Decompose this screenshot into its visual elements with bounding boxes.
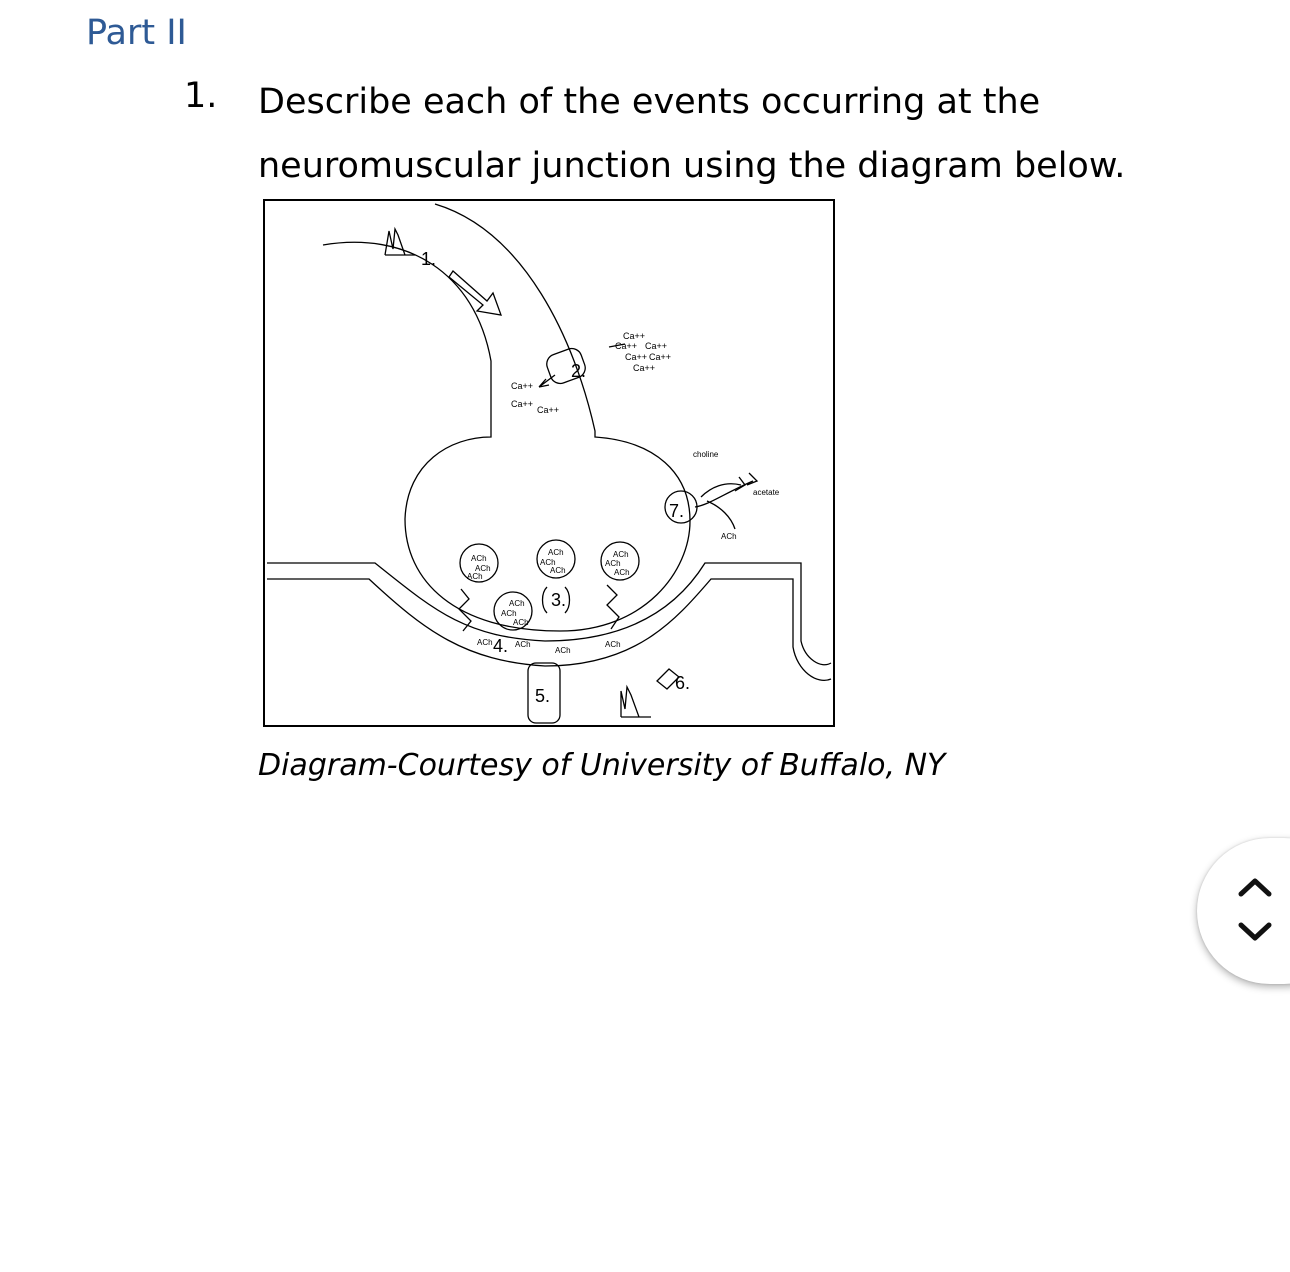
- ca-label: Ca++: [537, 405, 560, 415]
- ca-label: Ca++: [615, 341, 638, 351]
- question-line-1: Describe each of the events occurring at the: [258, 82, 1041, 122]
- ach-label: ACh: [614, 568, 630, 577]
- ach-label: ACh: [721, 532, 737, 541]
- step-1-label: 1.: [421, 249, 437, 269]
- ach-label: ACh: [513, 618, 529, 627]
- acetate-label: acetate: [753, 488, 780, 497]
- step-5-label: 5.: [535, 686, 551, 706]
- arrow-step-1: [449, 271, 501, 315]
- ach-label: ACh: [605, 559, 621, 568]
- previous-button[interactable]: [1235, 872, 1275, 900]
- question-number: 1.: [184, 76, 218, 116]
- chevron-up-icon: [1235, 874, 1275, 898]
- question-text: [258, 70, 1218, 198]
- ach-label: ACh: [477, 638, 493, 647]
- step-4-label: 4.: [493, 636, 509, 656]
- ach-label: ACh: [555, 646, 571, 655]
- ca-label: Ca++: [511, 399, 534, 409]
- ach-label: ACh: [501, 609, 517, 618]
- diagram-caption: Diagram-Courtesy of University of Buffalo, NY: [258, 748, 946, 783]
- ca-label: Ca++: [511, 381, 534, 391]
- ach-label: ACh: [467, 572, 483, 581]
- ca-label: Ca++: [649, 352, 672, 362]
- ca-label: Ca++: [625, 352, 648, 362]
- ach-label: ACh: [515, 640, 531, 649]
- ach-label: ACh: [475, 564, 491, 573]
- axon-terminal-outline: [323, 204, 690, 631]
- ach-label: ACh: [605, 640, 621, 649]
- step-3-label: 3.: [551, 590, 567, 610]
- ach-label: ACh: [613, 550, 629, 559]
- action-potential-icon: [385, 229, 415, 255]
- part-heading: Part II: [86, 13, 187, 53]
- ca-label: Ca++: [623, 331, 646, 341]
- ca-label: Ca++: [633, 363, 656, 373]
- ca-label: Ca++: [645, 341, 668, 351]
- chevron-down-icon: [1235, 920, 1275, 944]
- step-6-label: 6.: [675, 673, 691, 693]
- choline-label: choline: [693, 450, 719, 459]
- muscle-membrane-lower: [267, 579, 831, 680]
- step-7-label: 7.: [669, 501, 685, 521]
- action-potential-icon-2: [621, 687, 651, 717]
- neuromuscular-junction-diagram: [263, 199, 835, 727]
- step-2-label: 2.: [571, 361, 587, 381]
- ach-label: ACh: [548, 548, 564, 557]
- ach-label: ACh: [540, 558, 556, 567]
- ach-label: ACh: [471, 554, 487, 563]
- ach-label: ACh: [550, 566, 566, 575]
- page-navigation-widget: [1197, 838, 1290, 984]
- next-button[interactable]: [1235, 918, 1275, 946]
- ach-label: ACh: [509, 599, 525, 608]
- muscle-membrane-upper: [267, 563, 831, 665]
- question-line-2: neuromuscular junction using the diagram below.: [258, 146, 1126, 186]
